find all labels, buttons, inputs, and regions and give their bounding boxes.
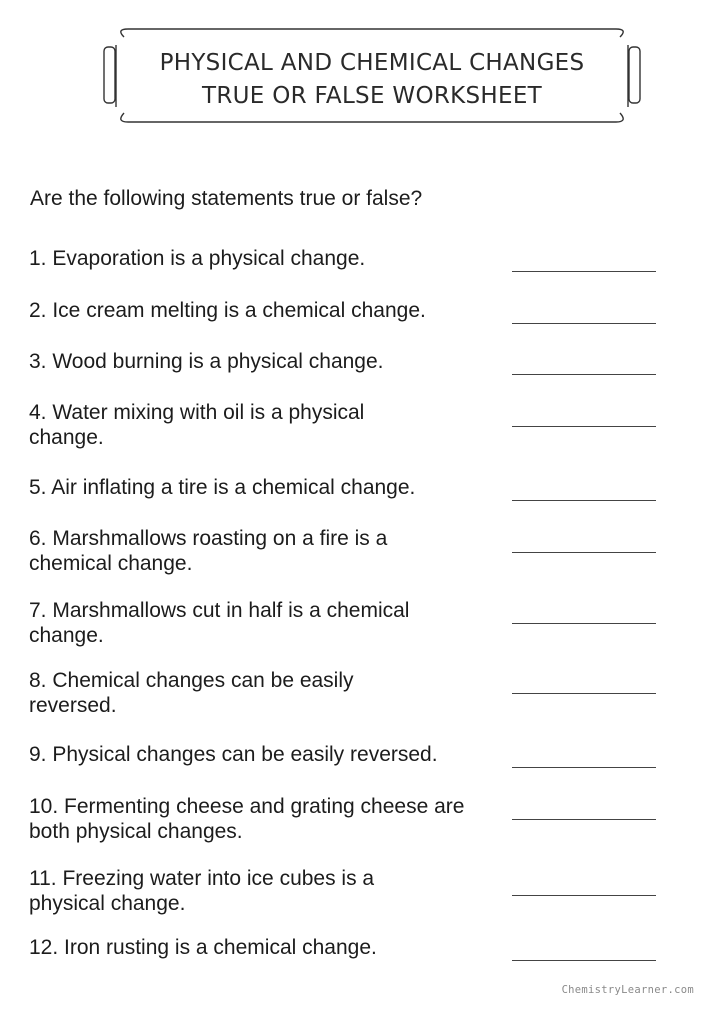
question-3: 3. Wood burning is a physical change. bbox=[29, 350, 384, 373]
answer-blank-8[interactable] bbox=[512, 693, 656, 694]
source-credit: ChemistryLearner.com bbox=[561, 984, 694, 996]
question-12: 12. Iron rusting is a chemical change. bbox=[29, 936, 377, 959]
question-6: 6. Marshmallows roasting on a fire is a chemical change. bbox=[29, 527, 388, 575]
page-title bbox=[102, 47, 642, 113]
question-7: 7. Marshmallows cut in half is a chemical change. bbox=[29, 599, 410, 647]
question-5: 5. Air inflating a tire is a chemical change. bbox=[29, 476, 416, 499]
answer-blank-11[interactable] bbox=[512, 895, 656, 896]
answer-blank-3[interactable] bbox=[512, 374, 656, 375]
answer-blank-2[interactable] bbox=[512, 323, 656, 324]
answer-blank-9[interactable] bbox=[512, 767, 656, 768]
answer-blank-7[interactable] bbox=[512, 623, 656, 624]
title-banner bbox=[102, 27, 642, 127]
answer-blank-1[interactable] bbox=[512, 271, 656, 272]
title-line-1: PHYSICAL AND CHEMICAL CHANGES bbox=[159, 50, 585, 76]
answer-blank-4[interactable] bbox=[512, 426, 656, 427]
answer-blank-5[interactable] bbox=[512, 500, 656, 501]
question-2: 2. Ice cream melting is a chemical change. bbox=[29, 299, 426, 322]
answer-blank-6[interactable] bbox=[512, 552, 656, 553]
question-1: 1. Evaporation is a physical change. bbox=[29, 247, 366, 270]
question-10: 10. Fermenting cheese and grating cheese are both physical changes. bbox=[29, 795, 465, 843]
answer-blank-10[interactable] bbox=[512, 819, 656, 820]
title-line-2: TRUE OR FALSE WORKSHEET bbox=[201, 83, 543, 109]
question-4: 4. Water mixing with oil is a physical change. bbox=[29, 401, 365, 449]
answer-blank-12[interactable] bbox=[512, 960, 656, 961]
question-11: 11. Freezing water into ice cubes is a physical change. bbox=[29, 867, 375, 915]
instructions: Are the following statements true or false? bbox=[30, 187, 423, 210]
question-8: 8. Chemical changes can be easily reversed. bbox=[29, 669, 354, 717]
question-9: 9. Physical changes can be easily reversed. bbox=[29, 743, 438, 766]
